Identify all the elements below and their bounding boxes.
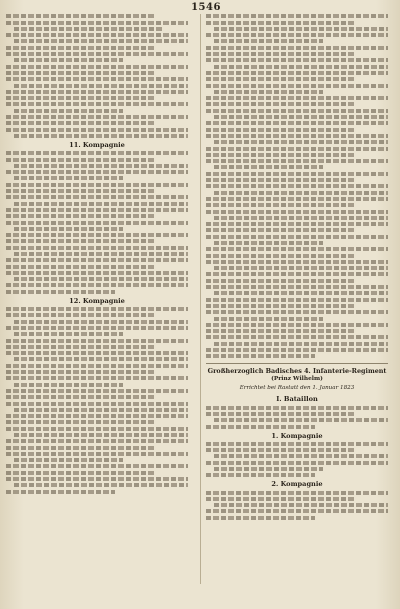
list-entry [206, 147, 388, 151]
list-entry [206, 134, 388, 138]
list-entry [214, 216, 388, 220]
list-entry [206, 461, 388, 465]
list-entry [206, 178, 355, 182]
list-entry [214, 266, 388, 270]
list-entry [206, 14, 388, 18]
list-entry [206, 516, 315, 520]
list-entry [14, 39, 188, 43]
list-entry [14, 408, 188, 412]
list-entry [14, 483, 188, 487]
list-entry [206, 425, 315, 429]
list-entry [6, 427, 188, 431]
list-entry [214, 241, 323, 245]
list-entry [6, 246, 188, 250]
list-entry [206, 52, 355, 56]
list-entry [14, 433, 188, 437]
list-entry [6, 351, 188, 355]
list-entry [206, 58, 388, 62]
column-divider [200, 14, 201, 584]
right-column [206, 12, 388, 586]
list-entry [6, 195, 188, 199]
list-entry [206, 71, 388, 75]
list-entry [6, 221, 188, 225]
list-entry [214, 342, 388, 346]
list-entry [206, 197, 388, 201]
list-entry [206, 509, 388, 513]
list-entry [6, 33, 188, 37]
section-heading: I. Bataillon [276, 395, 318, 404]
list-entry [6, 71, 155, 75]
list-entry [6, 414, 188, 418]
list-entry [6, 395, 155, 399]
regiment-title: Großherzoglich Badisches 4. Infanterie-Regiment [206, 363, 388, 375]
list-entry [6, 96, 155, 100]
list-entry [6, 208, 188, 212]
page-number: 1546 [191, 2, 221, 13]
list-entry [214, 115, 388, 119]
list-entry [14, 458, 123, 462]
list-entry [206, 329, 355, 333]
list-entry [206, 473, 315, 477]
list-entry [6, 290, 115, 294]
list-entry [206, 222, 388, 226]
list-entry [206, 272, 388, 276]
list-entry [14, 332, 123, 336]
list-entry [6, 364, 188, 368]
list-entry [14, 320, 188, 324]
list-entry [214, 39, 323, 43]
list-entry [6, 258, 188, 262]
list-entry [14, 164, 188, 168]
left-column [6, 12, 188, 586]
list-entry [214, 140, 388, 144]
list-entry [206, 260, 388, 264]
list-entry [14, 58, 123, 62]
list-entry [214, 291, 388, 295]
list-entry [14, 277, 188, 281]
list-entry [206, 406, 388, 410]
list-entry [206, 491, 388, 495]
regiment-founded: Errichtet bei Rastatt den 1. Januar 1823 [239, 385, 355, 392]
list-entry [214, 165, 323, 169]
list-entry [206, 96, 388, 100]
list-entry [6, 339, 188, 343]
list-entry [206, 77, 355, 81]
list-entry [6, 402, 188, 406]
list-entry [6, 151, 188, 155]
list-entry [6, 214, 155, 218]
section-heading: 1. Kompagnie [271, 431, 323, 440]
list-entry [214, 503, 388, 507]
list-entry [6, 90, 188, 94]
list-entry [6, 283, 188, 287]
list-entry [206, 354, 315, 358]
list-entry [6, 21, 188, 25]
list-entry [6, 14, 155, 18]
list-entry [6, 326, 188, 330]
list-entry [214, 418, 388, 422]
list-entry [206, 46, 388, 50]
list-entry [206, 203, 355, 207]
list-entry [206, 121, 388, 125]
section-heading: 2. Kompagnie [271, 480, 323, 489]
list-entry [206, 310, 388, 314]
list-entry [6, 271, 188, 275]
list-entry [6, 345, 155, 349]
list-entry [6, 65, 188, 69]
list-entry [214, 65, 388, 69]
list-entry [6, 158, 155, 162]
list-entry [14, 227, 123, 231]
library-stamp [2, 592, 66, 607]
list-entry [6, 420, 155, 424]
list-entry [14, 109, 123, 113]
list-entry [206, 335, 388, 339]
list-entry [6, 115, 188, 119]
list-entry [206, 279, 355, 283]
list-entry [214, 317, 323, 321]
list-entry [6, 77, 188, 81]
list-entry [206, 172, 388, 176]
list-entry [206, 412, 355, 416]
list-entry [14, 383, 123, 387]
list-entry [6, 239, 155, 243]
list-entry [6, 464, 188, 468]
list-entry [6, 490, 115, 494]
list-entry [6, 313, 155, 317]
list-entry [206, 153, 355, 157]
regiment-subtitle: (Prinz Wilhelm) [271, 376, 323, 383]
list-entry [206, 159, 388, 163]
list-entry [6, 170, 188, 174]
list-entry [206, 298, 388, 302]
list-entry [6, 102, 188, 106]
list-entry [206, 84, 388, 88]
list-entry [206, 285, 388, 289]
list-entry [214, 90, 323, 94]
list-entry [6, 233, 188, 237]
list-entry [214, 191, 388, 195]
list-entry [214, 454, 388, 458]
list-entry [6, 52, 188, 56]
list-entry [206, 323, 388, 327]
list-entry [6, 128, 188, 132]
list-entry [6, 183, 188, 187]
list-entry [6, 389, 188, 393]
list-entry [14, 176, 123, 180]
list-entry [206, 235, 388, 239]
list-entry [6, 370, 155, 374]
list-entry [14, 84, 188, 88]
list-entry [206, 254, 355, 258]
list-entry [214, 467, 323, 471]
section-heading: 12. Kompagnie [69, 296, 125, 305]
list-entry [206, 102, 355, 106]
list-entry [6, 189, 155, 193]
list-entry [14, 27, 163, 31]
list-entry [206, 128, 355, 132]
list-entry [6, 471, 155, 475]
list-entry [6, 477, 188, 481]
section-heading: 11. Kompagnie [69, 140, 125, 149]
list-entry [14, 134, 188, 138]
list-entry [206, 247, 388, 251]
list-entry [6, 307, 188, 311]
list-entry [6, 376, 188, 380]
list-entry [206, 228, 355, 232]
list-entry [14, 252, 188, 256]
list-entry [6, 452, 188, 456]
list-entry [14, 202, 188, 206]
list-entry [6, 46, 155, 50]
list-entry [6, 439, 188, 443]
list-entry [6, 446, 155, 450]
list-entry [206, 304, 355, 308]
list-entry [6, 121, 155, 125]
list-entry [206, 33, 388, 37]
list-entry [14, 357, 188, 361]
list-entry [206, 497, 355, 501]
list-entry [206, 21, 355, 25]
list-entry [206, 442, 388, 446]
list-entry [206, 184, 388, 188]
list-entry [214, 27, 388, 31]
list-entry [206, 109, 388, 113]
list-entry [6, 265, 155, 269]
list-entry [206, 210, 388, 214]
list-entry [206, 348, 388, 352]
list-entry [206, 448, 355, 452]
